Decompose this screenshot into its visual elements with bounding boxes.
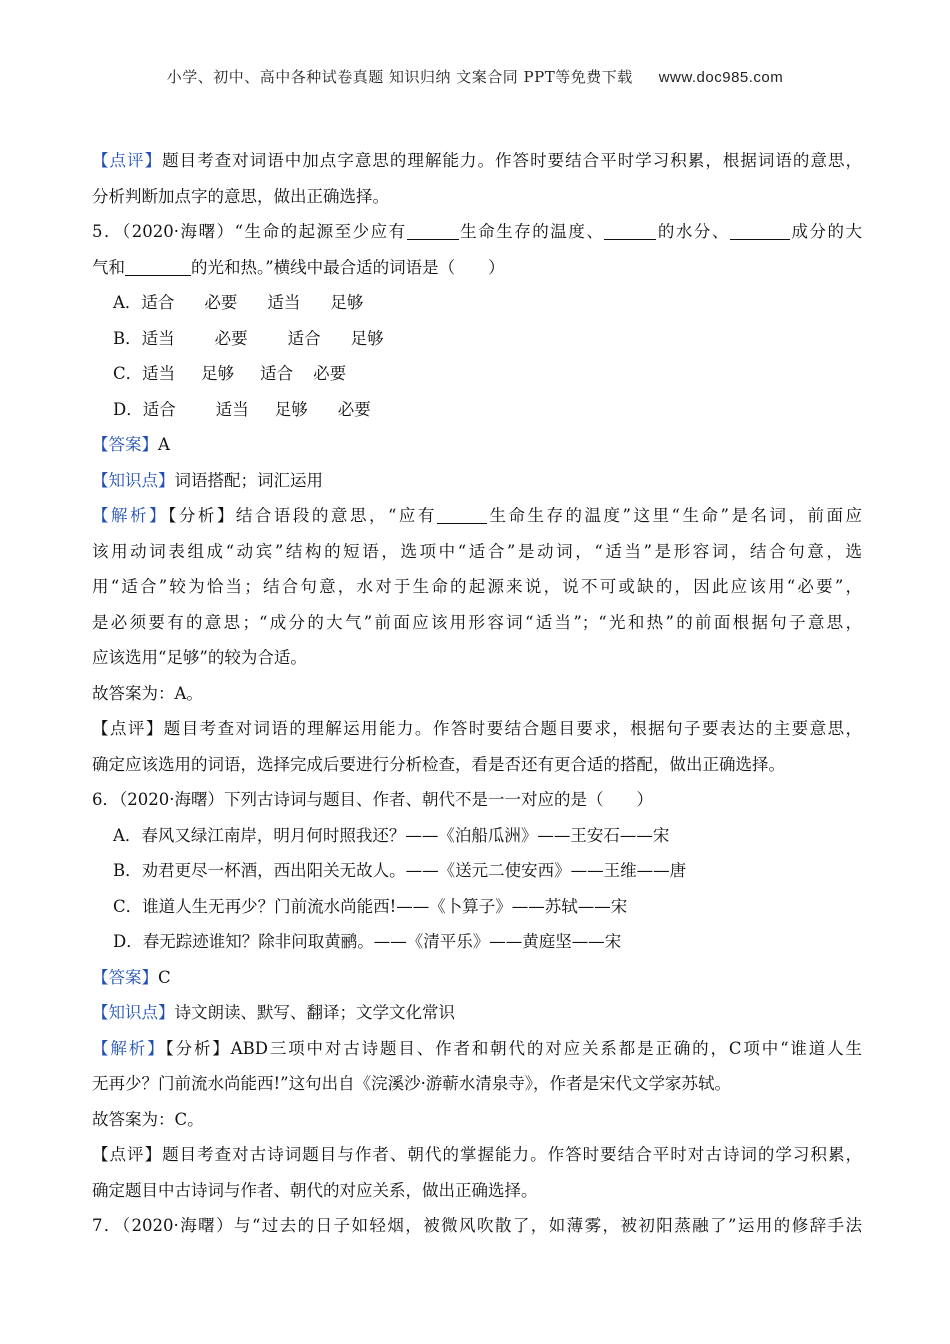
comment-text: 题目考查对古诗词题目与作者、朝代的掌握能力。作答时要结合平时对古诗词的学习积累， [162, 1145, 863, 1164]
option-word: D．适合 [113, 399, 176, 419]
q5-stem-part: 生命生存的温度、 [458, 222, 605, 241]
answer-value: C [158, 967, 171, 987]
q6-conclusion: 故答案为：C。 [92, 1109, 204, 1129]
q5-stem-part: 的水分、 [656, 222, 730, 241]
document-body [92, 143, 862, 1244]
option-word: 足够 [201, 364, 235, 383]
q6-option-c[interactable]: C．谁道人生无再少？门前流水尚能西!——《卜算子》——苏轼——宋 [113, 896, 628, 916]
fill-blank [604, 221, 656, 240]
answer-tag: 【答案】 [92, 967, 158, 987]
comment-tag: 【点评】 [92, 151, 163, 170]
fill-blank [730, 221, 790, 240]
q6-option-d[interactable]: D．春无踪迹谁知？除非问取黄鹂。——《清平乐》——黄庭坚——宋 [113, 932, 622, 951]
q5-stem-part: 的光和热。”横线中最合适的词语是（ ） [191, 257, 505, 277]
q5-option-d[interactable] [92, 392, 862, 428]
q5-analysis-line-2: 该用动词表组成“动宾”结构的短语，选项中“适合”是动词，“适当”是形容词，结合句意，选 [92, 541, 862, 561]
q6-knowledge [92, 995, 862, 1031]
option-word: 适合 [260, 364, 294, 383]
q5-analysis-line-3: 用“适合”较为恰当；结合句意，水对于生命的起源来说，说不可或缺的，因此应该用“必要”， [92, 577, 862, 596]
comment-text: 题目考查对词语的理解运用能力。作答时要结合题目要求，根据句子要表达的主要意思， [163, 719, 863, 738]
q5-option-b[interactable] [92, 321, 862, 357]
q5-answer [92, 427, 862, 463]
option-word: C．适当 [113, 364, 176, 383]
option-word: A．适合 [113, 293, 175, 312]
fenxi-tag: 【分析】 [165, 1038, 231, 1058]
comment-text: 题目考查对词语中加点字意思的理解能力。作答时要结合平时学习积累，根据词语的意思， [162, 151, 863, 170]
q5-analysis-line-1 [92, 498, 862, 534]
option-word: 必要 [204, 293, 238, 312]
q6-analysis-line-2: 无再少？门前流水尚能西!”这句出自《浣溪沙·游蕲水清泉寺》，作者是宋代文学家苏轼。 [92, 1074, 732, 1093]
option-word: 必要 [337, 399, 371, 419]
q5-analysis-line-4: 是必须要有的意思；“成分的大气”前面应该用形容词“适当”；“光和热”的前面根据句子意思， [92, 612, 862, 632]
option-word: 足够 [330, 293, 364, 312]
option-word: 足够 [274, 399, 308, 419]
q7-stem: 7．（2020·海曙）与“过去的日子如轻烟，被微风吹散了，如薄雾，被初阳蒸融了”运用的修辞手法 [92, 1216, 862, 1235]
option-word: 适合 [287, 328, 321, 348]
q4-comment-line-2: 分析判断加点字的意思，做出正确选择。 [92, 186, 389, 206]
fill-blank [125, 257, 191, 276]
q6-comment-line-1 [92, 1137, 862, 1173]
q5-option-c[interactable] [92, 356, 862, 392]
analysis-text: 生命生存的温度”这里“生命”是名词，前面应 [486, 506, 863, 525]
q6-option-b[interactable]: B．劝君更尽一杯酒，西出阳关无故人。——《送元二使安西》——王维——唐 [113, 861, 687, 880]
q6-answer [92, 960, 862, 996]
q5-comment-line-1 [92, 711, 862, 747]
q5-stem-line-1 [92, 214, 862, 250]
knowledge-text: 词语搭配；词汇运用 [174, 470, 323, 490]
q5-stem-line-2 [92, 250, 862, 286]
fenxi-tag: 【分析】 [168, 506, 236, 525]
q5-conclusion: 故答案为：A。 [92, 683, 203, 703]
option-word: 适当 [267, 293, 301, 312]
page-header [0, 66, 950, 87]
q5-stem-part: 成分的大 [789, 222, 863, 241]
q5-knowledge [92, 463, 862, 499]
option-word: 必要 [313, 364, 347, 383]
answer-tag: 【答案】 [92, 435, 158, 454]
q5-stem-part: 气和 [92, 257, 125, 277]
q5-comment-line-2: 确定应该选用的词语，选择完成后要进行分析检查，看是否还有更合适的搭配，做出正确选择。 [92, 754, 785, 774]
q4-comment-line-1 [92, 143, 862, 179]
knowledge-text: 诗文朗读、默写、翻译；文学文化常识 [174, 1003, 455, 1022]
q6-stem: 6．（2020·海曙）下列古诗词与题目、作者、朝代不是一一对应的是（ ） [92, 790, 653, 809]
analysis-tag: 【解析】 [92, 1038, 166, 1058]
option-word: 足够 [350, 328, 384, 348]
q5-option-a[interactable] [92, 285, 862, 321]
option-word: 必要 [214, 328, 248, 348]
analysis-text: 结合语段的意思，“应有 [235, 506, 437, 525]
analysis-text: ABD三项中对古诗题目、作者和朝代的对应关系都是正确的，C项中“谁道人生 [230, 1038, 863, 1058]
q5-analysis-line-5: 应该选用“足够”的较为合适。 [92, 648, 307, 667]
q6-comment-line-2: 确定题目中古诗词与作者、朝代的对应关系，做出正确选择。 [92, 1180, 538, 1200]
fill-blank [407, 221, 459, 240]
comment-tag: 【点评】 [92, 1145, 163, 1164]
knowledge-tag: 【知识点】 [92, 470, 175, 490]
option-word: 适当 [215, 399, 249, 419]
comment-tag: 【点评】 [92, 719, 164, 738]
answer-value: A [158, 435, 170, 454]
analysis-tag: 【解析】 [92, 506, 169, 525]
header-text: 小学、初中、高中各种试卷真题 知识归纳 文案合同 PPT等免费下载 [166, 68, 633, 86]
header-url[interactable]: www.doc985.com [658, 69, 784, 86]
option-word: B．适当 [113, 328, 175, 348]
q5-stem-part: 5．（2020·海曙）“生命的起源至少应有 [92, 222, 407, 241]
fill-blank [437, 505, 487, 524]
q6-option-a[interactable]: A．春风又绿江南岸，明月何时照我还？——《泊船瓜洲》——王安石——宋 [113, 825, 670, 845]
knowledge-tag: 【知识点】 [92, 1003, 175, 1022]
q6-analysis-line-1 [92, 1031, 862, 1067]
